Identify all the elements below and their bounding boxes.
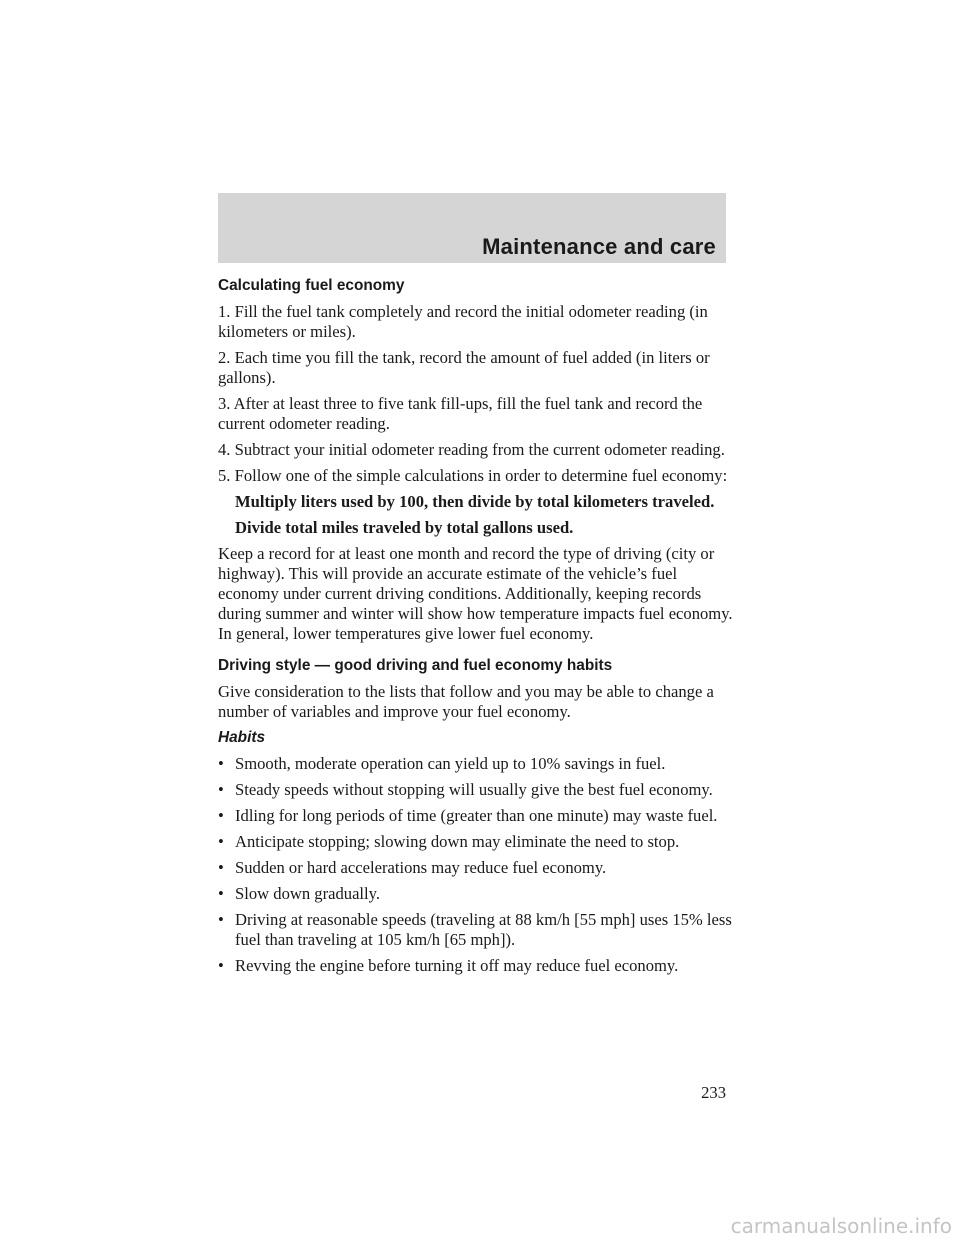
list-item bbox=[218, 884, 738, 904]
habit-text: Smooth, moderate operation can yield up to 10% savings in fuel. bbox=[235, 754, 666, 773]
calc-step: 3. After at least three to five tank fill-ups, fill the fuel tank and record the current odometer reading. bbox=[218, 394, 703, 433]
watermark: carmanualsonline.info bbox=[730, 1214, 952, 1238]
driving-intro: Give consideration to the lists that follow and you may be able to change a number of variables and improve your fuel economy. bbox=[218, 682, 714, 721]
formula-imperial: Divide total miles traveled by total gallons used. bbox=[235, 518, 574, 537]
habit-text: Revving the engine before turning it off may reduce fuel economy. bbox=[235, 956, 679, 975]
list-item bbox=[218, 806, 738, 826]
calc-step: 4. Subtract your initial odometer reading from the current odometer reading. bbox=[218, 440, 725, 459]
record-paragraph: Keep a record for at least one month and record the type of driving (city or highway). This will provide an accurate estimate of the vehicle’s fuel economy under current driving conditions. Additionally, keeping records during summer and winter will show how temperature impacts fuel economy. In general, lower temperatures give lower fuel economy. bbox=[218, 544, 733, 643]
habit-text: Anticipate stopping; slowing down may eliminate the need to stop. bbox=[235, 832, 680, 851]
section-header-band bbox=[218, 193, 726, 263]
habit-text: Idling for long periods of time (greater than one minute) may waste fuel. bbox=[235, 806, 718, 825]
habit-text: Slow down gradually. bbox=[235, 884, 381, 903]
calc-step: 5. Follow one of the simple calculations in order to determine fuel economy: bbox=[218, 466, 728, 485]
bullet-icon: • bbox=[218, 832, 224, 851]
calc-step: 2. Each time you fill the tank, record the amount of fuel added (in liters or gallons). bbox=[218, 348, 710, 387]
bullet-icon: • bbox=[218, 806, 224, 825]
page-number: 233 bbox=[701, 1083, 726, 1102]
habits-heading: Habits bbox=[218, 729, 266, 746]
section-title: Maintenance and care bbox=[482, 234, 716, 259]
bullet-icon: • bbox=[218, 910, 224, 929]
list-item bbox=[218, 832, 738, 852]
calc-step: 1. Fill the fuel tank completely and record the initial odometer reading (in kilometers or miles). bbox=[218, 302, 708, 341]
habit-text: Driving at reasonable speeds (traveling at 88 km/h [55 mph] uses 15% less fuel than traveling at 105 km/h [65 mph]). bbox=[235, 910, 732, 949]
list-item bbox=[218, 780, 738, 800]
bullet-icon: • bbox=[218, 858, 224, 877]
habits-list bbox=[218, 754, 738, 976]
list-item bbox=[218, 910, 738, 950]
habit-text: Steady speeds without stopping will usually give the best fuel economy. bbox=[235, 780, 713, 799]
habit-text: Sudden or hard accelerations may reduce fuel economy. bbox=[235, 858, 607, 877]
bullet-icon: • bbox=[218, 884, 224, 903]
list-item bbox=[218, 956, 738, 976]
list-item bbox=[218, 858, 738, 878]
bullet-icon: • bbox=[218, 956, 224, 975]
list-item bbox=[218, 754, 738, 774]
calc-heading: Calculating fuel economy bbox=[218, 277, 405, 294]
bullet-icon: • bbox=[218, 780, 224, 799]
bullet-icon: • bbox=[218, 754, 224, 773]
driving-heading: Driving style — good driving and fuel economy habits bbox=[218, 657, 613, 674]
page-content bbox=[218, 276, 738, 982]
formula-metric: Multiply liters used by 100, then divide by total kilometers traveled. bbox=[235, 492, 715, 511]
